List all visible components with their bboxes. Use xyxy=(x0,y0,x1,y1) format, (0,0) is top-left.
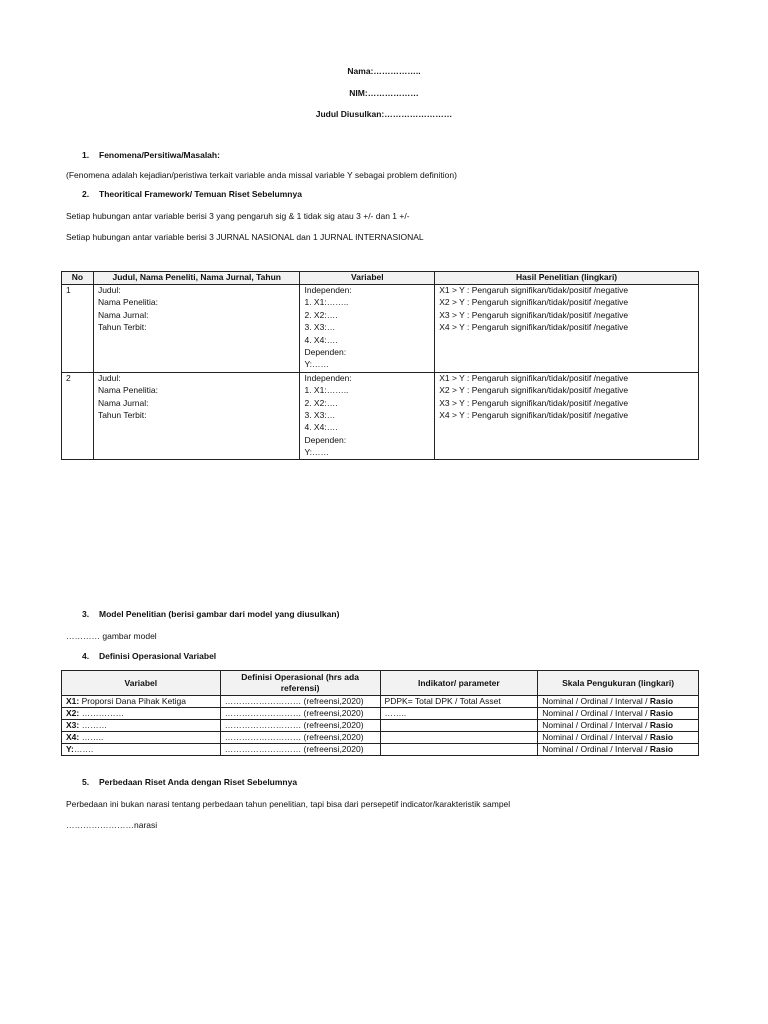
variabel-line: 4. X4:…. xyxy=(304,334,338,345)
tahun-terbit-line: Tahun Terbit: xyxy=(97,409,147,420)
section-1-heading xyxy=(82,150,220,161)
skala-cell xyxy=(538,696,699,708)
variabel-code: X2: xyxy=(66,708,80,719)
judul-cell xyxy=(93,285,300,373)
variabel-cell xyxy=(300,285,435,373)
skala-rasio: Rasio xyxy=(649,732,674,743)
section-title: Model Penelitian (berisi gambar dari model yang diusulkan) xyxy=(99,609,340,619)
table-row xyxy=(62,744,699,756)
section-number: 2. xyxy=(82,189,90,199)
table-row xyxy=(62,720,699,732)
definisi-cell: ……………………… (refreensi,2020) xyxy=(220,744,380,756)
skala-rasio: Rasio xyxy=(649,744,674,755)
section-2-note-2: Setiap hubungan antar variable berisi 3 JURNAL NASIONAL dan 1 JURNAL INTERNASIONAL xyxy=(66,232,424,242)
definisi-cell: ……………………… (refreensi,2020) xyxy=(220,708,380,720)
row-number: 1 xyxy=(62,285,94,373)
indikator-cell xyxy=(380,720,538,732)
header-definisi: Definisi Operasional (hrs ada referensi) xyxy=(220,671,380,696)
definisi-cell: ……………………… (refreensi,2020) xyxy=(220,720,380,732)
hasil-line: X1 > Y : Pengaruh signifikan/tidak/positif /negative xyxy=(439,372,629,383)
judul-line: Judul: xyxy=(97,372,121,383)
header-hasil: Hasil Penelitian (lingkari) xyxy=(435,272,699,285)
definisi-cell: ……………………… (refreensi,2020) xyxy=(220,696,380,708)
variabel-line: Dependen: xyxy=(304,346,347,357)
section-5-narasi: ……………………narasi xyxy=(66,820,158,830)
nama-peneliti-line: Nama Penelitia: xyxy=(97,385,158,396)
hasil-line: X4 > Y : Pengaruh signifikan/tidak/positif /negative xyxy=(439,409,629,420)
row-number: 2 xyxy=(62,372,94,460)
skala-rasio: Rasio xyxy=(649,720,674,731)
skala-cell xyxy=(538,732,699,744)
skala-options: Nominal / Ordinal / Interval / xyxy=(542,720,650,731)
nama-peneliti-line: Nama Penelitia: xyxy=(97,297,158,308)
hasil-line: X3 > Y : Pengaruh signifikan/tidak/positif /negative xyxy=(439,397,629,408)
section-5-heading xyxy=(82,777,297,788)
header-judul: Judul, Nama Peneliti, Nama Jurnal, Tahun xyxy=(93,272,300,285)
variabel-line: 3. X3:… xyxy=(304,409,336,420)
definisi-cell: ……………………… (refreensi,2020) xyxy=(220,732,380,744)
indikator-cell xyxy=(380,732,538,744)
hasil-line: X2 > Y : Pengaruh signifikan/tidak/positif /negative xyxy=(439,297,629,308)
variabel-line: Y:…… xyxy=(304,447,330,458)
variabel-code: X1: xyxy=(66,696,80,706)
research-findings-table xyxy=(61,271,699,460)
hasil-line: X4 > Y : Pengaruh signifikan/tidak/positif /negative xyxy=(439,322,629,333)
variabel-line: Dependen: xyxy=(304,434,347,445)
skala-rasio: Rasio xyxy=(649,696,674,706)
indikator-cell: …….. xyxy=(380,708,538,720)
variabel-line: Y:…… xyxy=(304,359,330,370)
operational-definition-table xyxy=(61,670,699,756)
variabel-cell xyxy=(300,372,435,460)
table-row xyxy=(62,696,699,708)
judul-field: Judul Diusulkan:…………………… xyxy=(315,109,453,119)
table-header-row xyxy=(62,671,699,696)
variabel-code: X3: xyxy=(66,720,80,731)
table-row xyxy=(62,372,699,460)
skala-cell xyxy=(538,708,699,720)
variabel-line: 2. X2:…. xyxy=(304,309,338,320)
table-row xyxy=(62,285,699,373)
section-number: 3. xyxy=(82,609,90,619)
section-4-heading xyxy=(82,651,216,662)
variabel-cell xyxy=(62,744,221,756)
nama-jurnal-line: Nama Jurnal: xyxy=(97,397,149,408)
variabel-line: 1. X1:…….. xyxy=(304,385,349,396)
indikator-cell xyxy=(380,744,538,756)
table-header-row xyxy=(62,272,699,285)
section-1-description: (Fenomena adalah kejadian/peristiwa terkait variable anda missal variable Y sebagai problem definition) xyxy=(66,170,457,180)
variabel-cell xyxy=(62,732,221,744)
skala-cell xyxy=(538,744,699,756)
variabel-cell xyxy=(62,708,221,720)
indikator-cell: PDPK= Total DPK / Total Asset xyxy=(380,696,538,708)
variabel-code: X4: xyxy=(66,732,80,743)
section-title: Definisi Operasional Variabel xyxy=(99,651,217,661)
section-number: 5. xyxy=(82,777,90,787)
section-title: Theoritical Framework/ Temuan Riset Sebelumnya xyxy=(99,189,302,199)
table-row xyxy=(62,732,699,744)
skala-options: Nominal / Ordinal / Interval / xyxy=(542,744,650,755)
hasil-cell xyxy=(435,285,699,373)
header-no: No xyxy=(62,272,94,285)
skala-cell xyxy=(538,720,699,732)
section-title: Fenomena/Persitiwa/Masalah: xyxy=(99,150,220,160)
nama-field: Nama:…………….. xyxy=(347,66,421,76)
hasil-line: X3 > Y : Pengaruh signifikan/tidak/positif /negative xyxy=(439,309,629,320)
variabel-cell xyxy=(62,720,221,732)
skala-options: Nominal / Ordinal / Interval / xyxy=(542,708,650,719)
variabel-line: 2. X2:…. xyxy=(304,397,338,408)
section-number: 1. xyxy=(82,150,90,160)
section-number: 4. xyxy=(82,651,90,661)
section-3-description: ………… gambar model xyxy=(66,631,157,641)
table-row xyxy=(62,708,699,720)
variabel-line: Independen: xyxy=(304,372,352,383)
skala-options: Nominal / Ordinal / Interval / xyxy=(542,732,650,743)
judul-cell xyxy=(93,372,300,460)
variabel-name: ……… xyxy=(79,720,108,731)
variabel-name: …….. xyxy=(79,732,104,743)
header-skala: Skala Pengukuran (lingkari) xyxy=(538,671,699,696)
nim-field: NIM:……………… xyxy=(349,88,419,98)
variabel-code: Y: xyxy=(66,744,74,755)
header-variabel: Variabel xyxy=(300,272,435,285)
hasil-line: X1 > Y : Pengaruh signifikan/tidak/positif /negative xyxy=(439,285,629,295)
variabel-name: …………… xyxy=(79,708,125,719)
section-2-heading xyxy=(82,189,302,200)
header-indikator: Indikator/ parameter xyxy=(380,671,538,696)
skala-rasio: Rasio xyxy=(649,708,674,719)
variabel-name: Proporsi Dana Pihak Ketiga xyxy=(79,696,187,706)
section-3-heading xyxy=(82,609,339,620)
tahun-terbit-line: Tahun Terbit: xyxy=(97,322,147,333)
skala-options: Nominal / Ordinal / Interval / xyxy=(542,696,650,706)
header-variabel: Variabel xyxy=(62,671,221,696)
hasil-cell xyxy=(435,372,699,460)
variabel-name: ……. xyxy=(73,744,94,755)
section-title: Perbedaan Riset Anda dengan Riset Sebelumnya xyxy=(99,777,298,787)
section-2-note-1: Setiap hubungan antar variable berisi 3 yang pengaruh sig & 1 tidak sig atau 3 +/- dan 1 +/- xyxy=(66,211,410,221)
variabel-cell xyxy=(62,696,221,708)
variabel-line: 1. X1:…….. xyxy=(304,297,349,308)
section-5-description: Perbedaan ini bukan narasi tentang perbedaan tahun penelitian, tapi bisa dari persepetif indicator/karakteristik sampel xyxy=(66,799,511,809)
judul-line: Judul: xyxy=(97,285,121,295)
nama-jurnal-line: Nama Jurnal: xyxy=(97,309,149,320)
hasil-line: X2 > Y : Pengaruh signifikan/tidak/positif /negative xyxy=(439,385,629,396)
variabel-line: Independen: xyxy=(304,285,352,295)
variabel-line: 3. X3:… xyxy=(304,322,336,333)
variabel-line: 4. X4:…. xyxy=(304,422,338,433)
